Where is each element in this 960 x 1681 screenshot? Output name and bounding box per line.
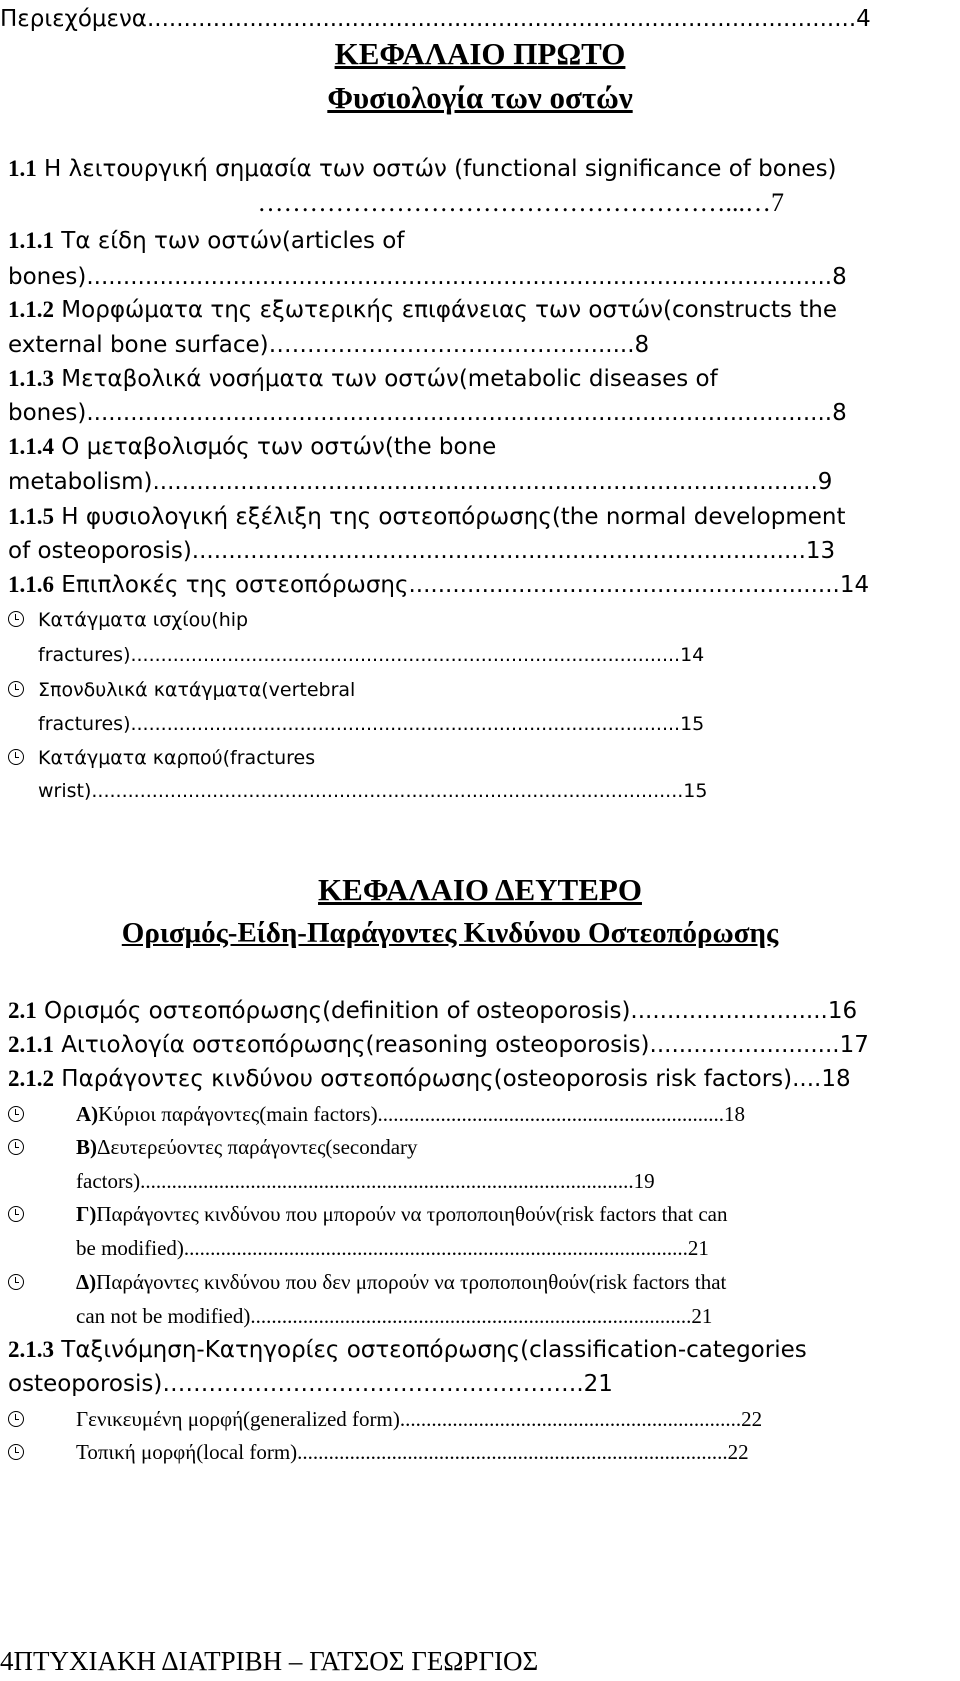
clock-bullet-icon: [8, 1106, 24, 1122]
clock-bullet-icon: [8, 749, 24, 765]
toc-bullet-vertebral: Σπονδυλικά κατάγματα(vertebral: [38, 679, 356, 701]
entry-text: Η φυσιολογική εξέλιξη της οστεοπόρωσης(the normal development: [54, 504, 846, 530]
toc-entry-1-1-1: [8, 226, 404, 256]
toc-entry-1-1-3-cont: bones)......................................................................................................8: [8, 400, 847, 426]
toc-entry-1-1-cont: ………………………………………………...…7: [257, 188, 784, 217]
entry-number: 1.1.6: [8, 572, 54, 597]
toc-form-generalized: Γενικευμένη μορφή(generalized form).................................................................22: [76, 1407, 763, 1431]
toc-bullet-wrist-cont: wrist)..................................................................................................15: [38, 780, 708, 802]
toc-bullet-hip-cont: fractures)...........................................................................................14: [38, 644, 705, 666]
toc-entry-1-1-2-cont: external bone surface)……………………………………......8: [8, 332, 650, 358]
toc-entry-1-1-2: [8, 295, 837, 325]
toc-bullet-vertebral-cont: fractures)...........................................................................................15: [38, 713, 705, 735]
entry-number: 1.1.2: [8, 297, 54, 322]
clock-bullet-icon: [8, 1206, 24, 1222]
toc-entry-1-1-1-cont: bones)......................................................................................................8: [8, 264, 847, 290]
toc-factor-main: [76, 1099, 888, 1129]
chapter-1-title: ΚΕΦΑΛΑΙΟ ΠΡΩΤΟ: [334, 36, 626, 71]
toc-entry-1-1-3: [8, 364, 718, 394]
clock-bullet-icon: [8, 1274, 24, 1290]
toc-factor-secondary-cont: factors)..............................................................................................19: [76, 1169, 655, 1193]
entry-text: Επιπλοκές της οστεοπόρωσης...........................................................14: [54, 572, 870, 598]
entry-number: 1.1.1: [8, 228, 54, 253]
factor-letter: Α): [76, 1102, 99, 1126]
entry-text: Η λειτουργική σημασία των οστών (functional significance of bones): [36, 156, 837, 182]
entry-text: Ορισμός οστεοπόρωσης(definition of osteoporosis)...........................16: [36, 998, 858, 1024]
factor-text: Κύριοι παράγοντες(main factors)..................................................................18: [98, 1102, 746, 1126]
entry-text: Μορφώματα της εξωτερικής επιφάνειας των οστών(constructs the: [54, 297, 838, 323]
toc-form-local: Τοπική μορφή(local form)..................................................................................22: [76, 1440, 749, 1464]
page-footer: 4ΠΤΥΧΙΑΚΗ ΔΙΑΤΡΙΒΗ – ΓΑΤΣΟΣ ΓΕΩΡΓΙΟΣ: [0, 1646, 539, 1676]
toc-bullet-wrist: Κατάγματα καρπού(fractures: [38, 747, 316, 769]
toc-header: Περιεχόμενα.................................................................................................4: [0, 6, 871, 32]
toc-entry-2-1-2: [8, 1064, 896, 1094]
entry-text: Τα είδη των οστών(articles of: [54, 228, 405, 254]
factor-text: Παράγοντες κινδύνου που δεν μπορούν να τροποποιηθούν(risk factors that: [96, 1270, 727, 1294]
clock-bullet-icon: [8, 611, 24, 627]
entry-number: 1.1.3: [8, 366, 54, 391]
chapter-2-title: ΚΕΦΑΛΑΙΟ ΔΕΥΤΕΡΟ: [318, 872, 642, 907]
chapter-2-subtitle: Ορισμός-Είδη-Παράγοντες Κινδύνου Οστεοπόρωσης: [121, 917, 779, 949]
factor-text: Δευτερεύοντες παράγοντες(secondary: [97, 1135, 418, 1159]
entry-text: Αιτιολογία οστεοπόρωσης(reasoning osteoporosis)..........................17: [54, 1032, 869, 1058]
entry-text: Παράγοντες κινδύνου οστεοπόρωσης(osteoporosis risk factors)....18: [54, 1066, 851, 1092]
clock-bullet-icon: [8, 1444, 24, 1460]
factor-letter: Β): [76, 1135, 97, 1159]
factor-letter: Δ): [76, 1270, 97, 1294]
entry-number: 1.1.4: [8, 434, 54, 459]
toc-entry-2-1-3-cont: osteoporosis)……………………………………………….21: [8, 1371, 613, 1397]
clock-bullet-icon: [8, 1411, 24, 1427]
toc-factor-secondary: [76, 1132, 418, 1162]
toc-entry-2-1: [8, 996, 896, 1026]
entry-number: 2.1.3: [8, 1337, 54, 1362]
entry-number: 1.1: [8, 156, 37, 181]
toc-entry-1-1-4: [8, 432, 496, 462]
entry-number: 1.1.5: [8, 504, 54, 529]
toc-entry-1-1-5: [8, 502, 952, 532]
entry-number: 2.1.2: [8, 1066, 54, 1091]
entry-number: 2.1.1: [8, 1032, 54, 1057]
clock-bullet-icon: [8, 1139, 24, 1155]
toc-factor-modifiable: [76, 1199, 727, 1229]
clock-bullet-icon: [8, 681, 24, 697]
toc-entry-1-1-5-cont: of osteoporosis)....................................................................................13: [8, 538, 836, 564]
entry-text: Ο μεταβολισμός των οστών(the bone: [54, 434, 497, 460]
chapter-1-subtitle: Φυσιολογία των οστών: [327, 80, 633, 115]
entry-text: Ταξινόμηση-Κατηγορίες οστεοπόρωσης(classification-categories: [54, 1337, 807, 1363]
toc-factor-nonmodifiable-cont: can not be modified)....................................................................................21: [76, 1304, 713, 1328]
toc-factor-modifiable-cont: be modified)................................................................................................21: [76, 1236, 709, 1260]
toc-entry-1-1: [8, 154, 952, 184]
toc-factor-nonmodifiable: [76, 1267, 726, 1297]
toc-bullet-hip: Κατάγματα ισχίου(hip: [38, 609, 249, 631]
toc-entry-2-1-3: [8, 1335, 952, 1365]
factor-text: Παράγοντες κινδύνου που μπορούν να τροποποιηθούν(risk factors that can: [96, 1202, 728, 1226]
toc-entry-1-1-6: [8, 570, 896, 600]
entry-number: 2.1: [8, 998, 37, 1023]
entry-text: Μεταβολικά νοσήματα των οστών(metabolic diseases of: [54, 366, 718, 392]
toc-entry-1-1-4-cont: metabolism)...........................................................................................9: [8, 469, 833, 495]
toc-entry-2-1-1: [8, 1030, 896, 1060]
factor-letter: Γ): [76, 1202, 97, 1226]
